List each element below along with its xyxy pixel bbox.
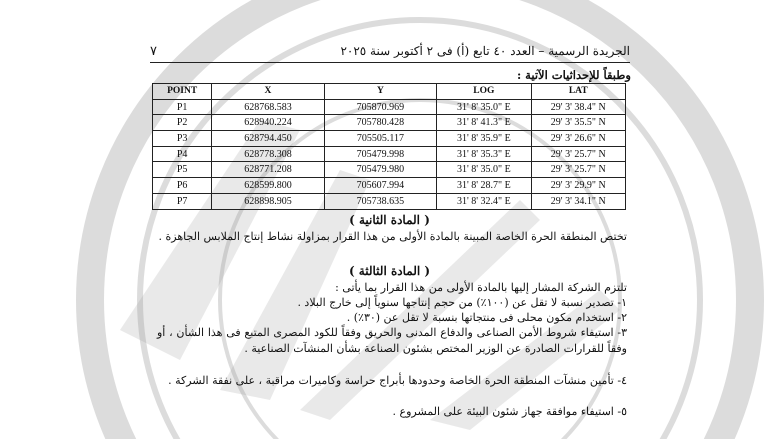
article-2-text: تختص المنطقة الحرة الخاصة المبينة بالمادة الأولى من هذا القرار بمزاولة نشاط إنتاج الملابس الجاهزة .: [158, 230, 627, 243]
cell-point: P3: [153, 131, 212, 147]
cell-lat: 29' 3' 25.7" N: [531, 146, 625, 162]
article-3-item-4: ٤- تأمين منشآت المنطقة الحرة الخاصة وحدودها بأبراج حراسة وكاميرات مراقبة ، على نفقة الشركة .: [168, 374, 627, 387]
table-row: [153, 99, 626, 115]
column-header-x: X: [212, 84, 324, 100]
coordinates-table: [152, 83, 626, 210]
cell-lat: 29' 3' 29.9" N: [531, 178, 625, 194]
coordinates-intro: وطبقاً للإحداثيات الآتية :: [516, 68, 631, 82]
cell-lat: 29' 3' 35.5" N: [531, 115, 625, 131]
article-3-intro: تلتزم الشركة المشار إليها بالمادة الأولى من هذا القرار بما يأتى :: [335, 281, 627, 294]
cell-x: 628940.224: [212, 115, 324, 131]
gazette-header-title: الجريدة الرسمية – العدد ٤٠ تابع (أ) فى ٢ أكتوبر سنة ٢٠٢٥: [340, 44, 630, 58]
cell-point: P2: [153, 115, 212, 131]
column-header-lat: LAT: [531, 84, 625, 100]
gazette-header: [150, 44, 630, 63]
cell-x: 628794.450: [212, 131, 324, 147]
article-2-title: ( المادة الثانية ): [349, 213, 430, 227]
cell-point: P4: [153, 146, 212, 162]
cell-y: 705479.980: [324, 162, 436, 178]
cell-lat: 29' 3' 38.4" N: [531, 99, 625, 115]
page-number: ٧: [150, 44, 157, 59]
cell-lat: 29' 3' 26.6" N: [531, 131, 625, 147]
table-row: [153, 115, 626, 131]
article-3-item-3: ٣- استيفاء شروط الأمن الصناعى والدفاع المدنى والحريق وفقاً للكود المصرى المتبع فى هذا الشأن ، أو وفقاً للقرارات الصادرة عن الوزير المختص بشئون الصناعة بشأن المنشآت الصناعية .: [157, 326, 627, 355]
cell-y: 705780.428: [324, 115, 436, 131]
cell-log: 31' 8' 35.0" E: [437, 162, 531, 178]
cell-point: P1: [153, 99, 212, 115]
cell-y: 705738.635: [324, 193, 436, 209]
column-header-point: POINT: [153, 84, 212, 100]
table-row: [153, 178, 626, 194]
cell-x: 628599.800: [212, 178, 324, 194]
cell-x: 628778.308: [212, 146, 324, 162]
cell-y: 705505.117: [324, 131, 436, 147]
table-row: [153, 193, 626, 209]
table-row: [153, 131, 626, 147]
cell-y: 705479.998: [324, 146, 436, 162]
cell-log: 31' 8' 28.7" E: [437, 178, 531, 194]
cell-log: 31' 8' 35.9" E: [437, 131, 531, 147]
table-row: [153, 162, 626, 178]
cell-log: 31' 8' 35.0" E: [437, 99, 531, 115]
cell-log: 31' 8' 41.3" E: [437, 115, 531, 131]
cell-lat: 29' 3' 25.7" N: [531, 162, 625, 178]
cell-point: P6: [153, 178, 212, 194]
cell-point: P7: [153, 193, 212, 209]
article-3-item-2: ٢- استخدام مكون محلى فى منتجاتها بنسبة لا تقل عن (٣٠٪) .: [346, 311, 627, 324]
cell-x: 628768.583: [212, 99, 324, 115]
column-header-log: LOG: [437, 84, 531, 100]
article-3-title: ( المادة الثالثة ): [348, 264, 431, 278]
table-row: [153, 146, 626, 162]
article-3-item-5: ٥- استيفاء موافقة جهاز شئون البيئة على المشروع .: [392, 405, 627, 418]
cell-point: P5: [153, 162, 212, 178]
cell-x: 628771.208: [212, 162, 324, 178]
table-header-row: [153, 84, 626, 100]
column-header-y: Y: [324, 84, 436, 100]
cell-x: 628898.905: [212, 193, 324, 209]
article-3-item-1: ١- تصدير نسبة لا تقل عن (١٠٠٪) من حجم إنتاجها سنوياً إلى خارج البلاد .: [297, 296, 627, 309]
cell-log: 31' 8' 35.3" E: [437, 146, 531, 162]
cell-lat: 29' 3' 34.1" N: [531, 193, 625, 209]
cell-log: 31' 8' 32.4" E: [437, 193, 531, 209]
cell-y: 705870.969: [324, 99, 436, 115]
cell-y: 705607.994: [324, 178, 436, 194]
